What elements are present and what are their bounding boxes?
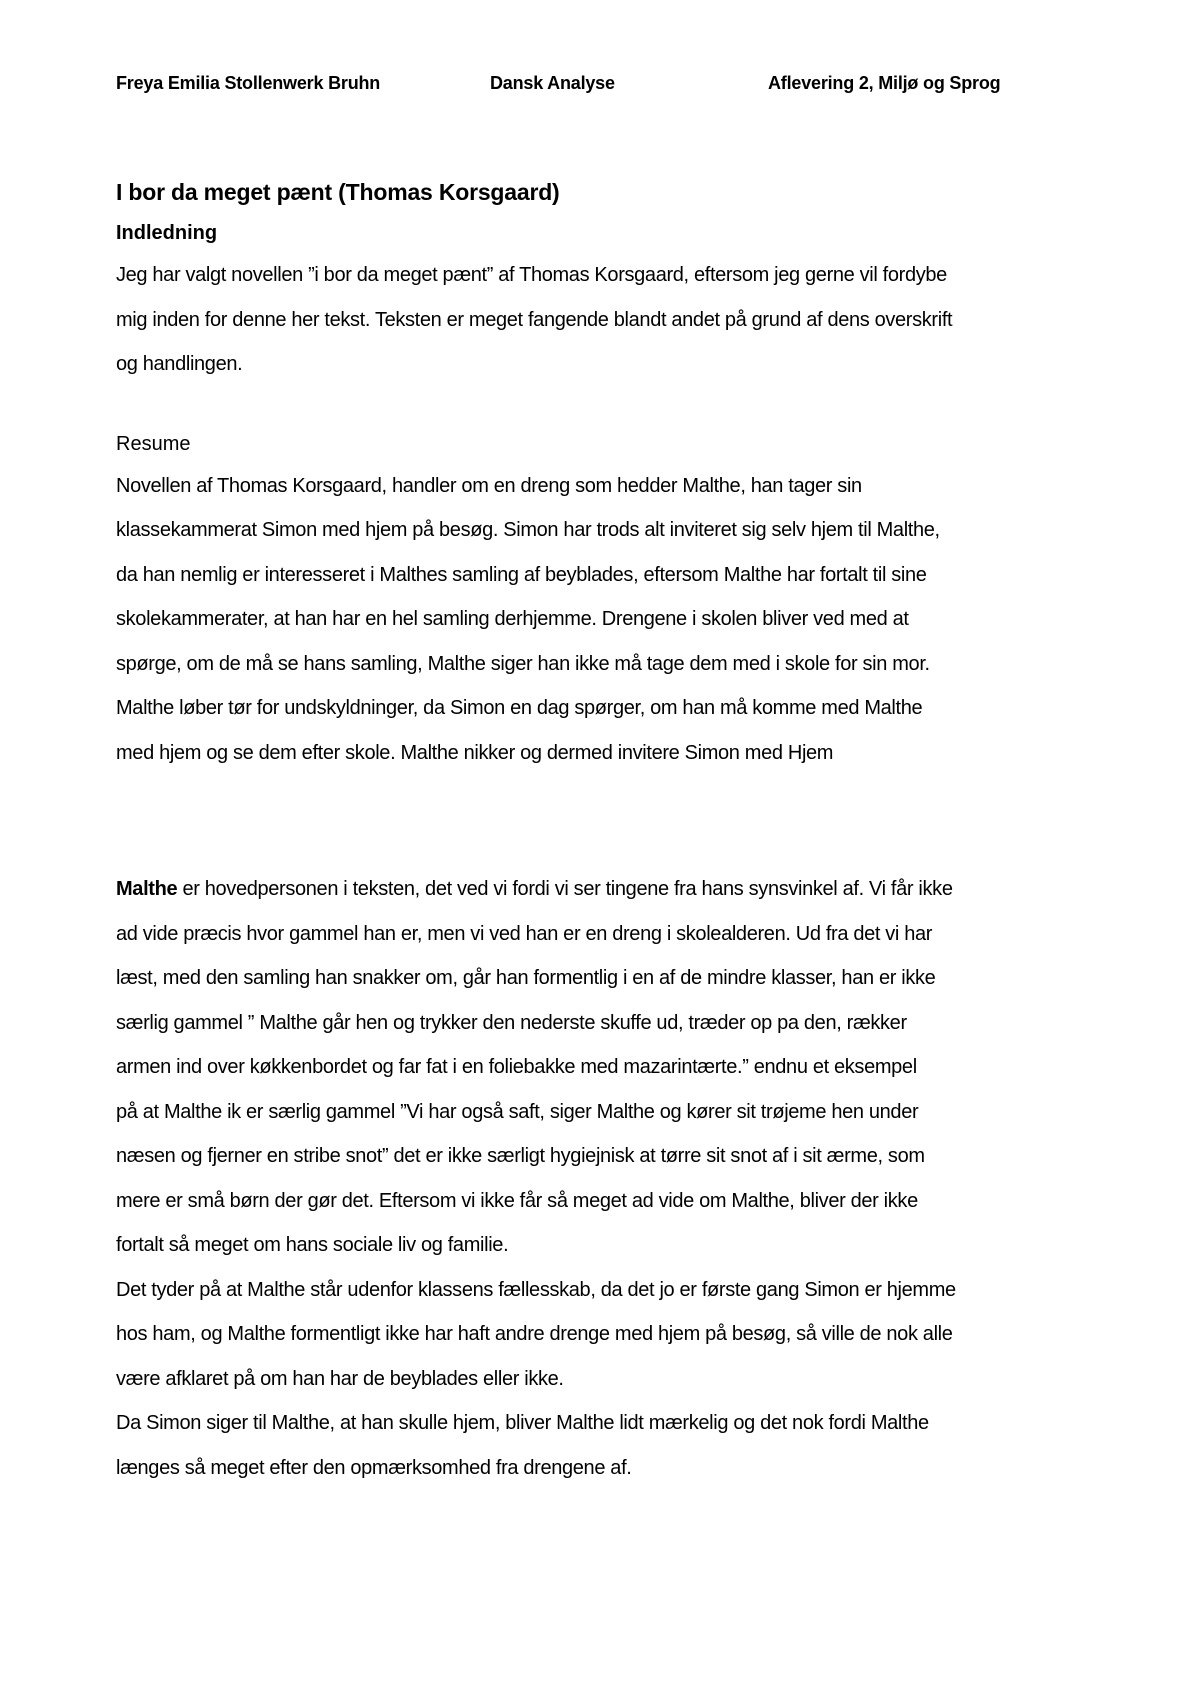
- analysis-line-text: er hovedpersonen i teksten, det ved vi fordi vi ser tingene fra hans synsvinkel af. Vi får ikke: [177, 878, 953, 900]
- analysis-line: være afklaret på om han har de beyblades eller ikke.: [116, 1367, 564, 1390]
- header-author: Freya Emilia Stollenwerk Bruhn: [116, 73, 381, 93]
- resume-section: [116, 464, 1086, 776]
- analysis-line: armen ind over køkkenbordet og far fat i en foliebakke med mazarintærte.” endnu et eksempel: [116, 1056, 917, 1078]
- document-title: I bor da meget pænt (Thomas Korsgaard): [116, 179, 560, 205]
- header-subject: Dansk Analyse: [490, 73, 615, 93]
- analysis-line: fortalt så meget om hans sociale liv og familie.: [116, 1234, 509, 1256]
- analysis-line: Det tyder på at Malthe står udenfor klassens fællesskab, da det jo er første gang Simon er hjemme: [116, 1278, 956, 1301]
- analysis-line: hos ham, og Malthe formentligt ikke har haft andre drenge med hjem på besøg, så ville de nok alle: [116, 1323, 953, 1345]
- resume-line: spørge, om de må se hans samling, Malthe siger han ikke må tage dem med i skole for sin mor.: [116, 652, 930, 675]
- intro-line: og handlingen.: [116, 353, 243, 375]
- header-assignment: Aflevering 2, Miljø og Sprog: [768, 73, 1001, 93]
- intro-line: Jeg har valgt novellen ”i bor da meget pænt” af Thomas Korsgaard, eftersom jeg gerne vil fordybe: [116, 264, 947, 286]
- analysis-lead: Malthe: [116, 878, 178, 900]
- analysis-section: [116, 867, 1086, 1490]
- analysis-line: ad vide præcis hvor gammel han er, men vi ved han er en dreng i skolealderen. Ud fra det vi har: [116, 922, 933, 945]
- resume-line: da han nemlig er interesseret i Malthes samling af beyblades, eftersom Malthe har fortalt til sine: [116, 563, 927, 586]
- document-body: [116, 174, 1086, 1490]
- analysis-line: mere er små børn der gør det. Eftersom vi ikke får så meget ad vide om Malthe, bliver der ikke: [116, 1189, 918, 1212]
- analysis-line: længes så meget efter den opmærksomhed fra drengene af.: [116, 1456, 632, 1479]
- resume-line: klassekammerat Simon med hjem på besøg. Simon har trods alt inviteret sig selv hjem til Malthe,: [116, 519, 940, 541]
- analysis-line: næsen og fjerner en stribe snot” det er ikke særligt hygiejnisk at tørre sit snot af i sit ærme, som: [116, 1145, 925, 1167]
- intro-heading: Indledning: [116, 222, 218, 244]
- resume-line: Malthe løber tør for undskyldninger, da Simon en dag spørger, om han må komme med Malthe: [116, 697, 923, 719]
- resume-line: skolekammerater, at han har en hel samling derhjemme. Drengene i skolen bliver ved med at: [116, 608, 909, 630]
- analysis-line: læst, med den samling han snakker om, går han formentlig i en af de mindre klasser, han er ikke: [116, 967, 936, 989]
- resume-line: Novellen af Thomas Korsgaard, handler om en dreng som hedder Malthe, han tager sin: [116, 474, 862, 497]
- intro-line: mig inden for denne her tekst. Teksten er meget fangende blandt andet på grund af dens overskrift: [116, 308, 953, 331]
- analysis-line: på at Malthe ik er særlig gammel ”Vi har også saft, siger Malthe og kører sit trøjeme hen under: [116, 1100, 919, 1123]
- analysis-line: Da Simon siger til Malthe, at han skulle hjem, bliver Malthe lidt mærkelig og det nok fordi Malthe: [116, 1412, 929, 1434]
- analysis-line: [116, 867, 1086, 912]
- intro-section: [116, 253, 1086, 387]
- resume-heading: Resume: [116, 432, 191, 455]
- analysis-line: særlig gammel ” Malthe går hen og trykker den nederste skuffe ud, træder op pa den, rækker: [116, 1011, 907, 1034]
- resume-line: med hjem og se dem efter skole. Malthe nikker og dermed invitere Simon med Hjem: [116, 741, 834, 764]
